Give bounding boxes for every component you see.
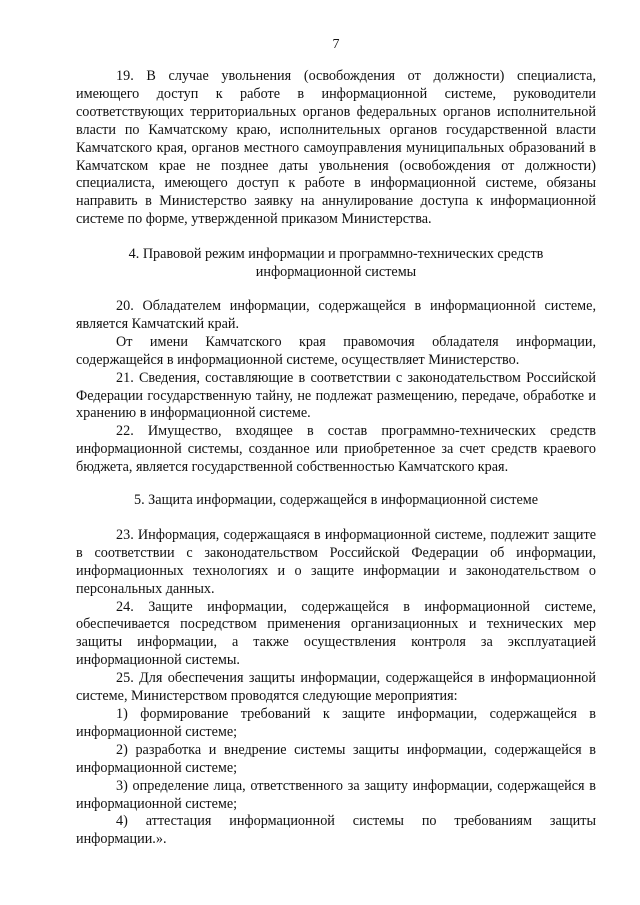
spacer: [76, 229, 596, 246]
paragraph-25-item-3: 3) определение лица, ответственного за защиту информации, содержащейся в информационной системе;: [76, 777, 596, 812]
document-page: [76, 0, 596, 905]
paragraph-25-item-2: 2) разработка и внедрение системы защиты информации, содержащейся в информационной системе;: [76, 741, 596, 776]
paragraph-23: 23. Информация, содержащаяся в информационной системе, подлежит защите в соответствии с законодательством Российской Федерации об информации, информационных технологиях и о защите информации и законодательством о персональных данных.: [76, 526, 596, 597]
paragraph-20: 20. Обладателем информации, содержащейся в информационной системе, является Камчатский край.: [76, 297, 596, 332]
section-heading-5: 5. Защита информации, содержащейся в информационной системе: [133, 492, 539, 509]
spacer: [76, 282, 596, 298]
page-number: 7: [332, 37, 340, 52]
paragraph-25-item-4: 4) аттестация информационной системы по требованиям защиты информации.».: [76, 813, 596, 848]
spacer: [76, 477, 596, 492]
paragraph-22: 22. Имущество, входящее в состав программно-технических средств информационной системы, созданное или приобретенное за счет средств краевого бюджета, является государственной собственностью Камчатского края.: [76, 423, 596, 476]
paragraph-21: 21. Сведения, составляющие в соответствии с законодательством Российской Федерации государственную тайну, не подлежат размещению, передаче, обработке и хранению в информационной системе.: [76, 369, 596, 422]
paragraph-25-item-1: 1) формирование требований к защите информации, содержащейся в информационной системе;: [76, 706, 596, 740]
spacer: [76, 510, 596, 527]
document-body: [76, 68, 596, 849]
paragraph-19: 19. В случае увольнения (освобождения от должности) специалиста, имеющего доступ к работе в информационной системе, руководители соответствующих территориальных органов федеральных органов исполнительной власти по Камчатскому краю, исполнительных органов государственной власти Камчатского края, органов местного самоуправления муниципальных образований в Камчатском крае не позднее даты увольнения (освобождения от должности) специалиста, имеющего доступ к работе в информационной системе, обязаны направить в Министерство заявку на аннулирование доступа к информационной системе по форме, утвержденной приказом Министерства.: [76, 68, 596, 228]
section-heading-4: 4. Правовой режим информации и программно-технических средств информационной системы: [128, 246, 544, 281]
paragraph-25: 25. Для обеспечения защиты информации, содержащейся в информационной системе, Министерством проводятся следующие мероприятия:: [76, 670, 596, 705]
paragraph-20-continued: От имени Камчатского края правомочия обладателя информации, содержащейся в информационной системе, осуществляет Министерство.: [76, 333, 596, 368]
paragraph-24: 24. Защите информации, содержащейся в информационной системе, обеспечивается посредством применения организационных и технических мер защиты информации, а также осуществления контроля за эксплуатацией информационной системы.: [76, 598, 596, 669]
